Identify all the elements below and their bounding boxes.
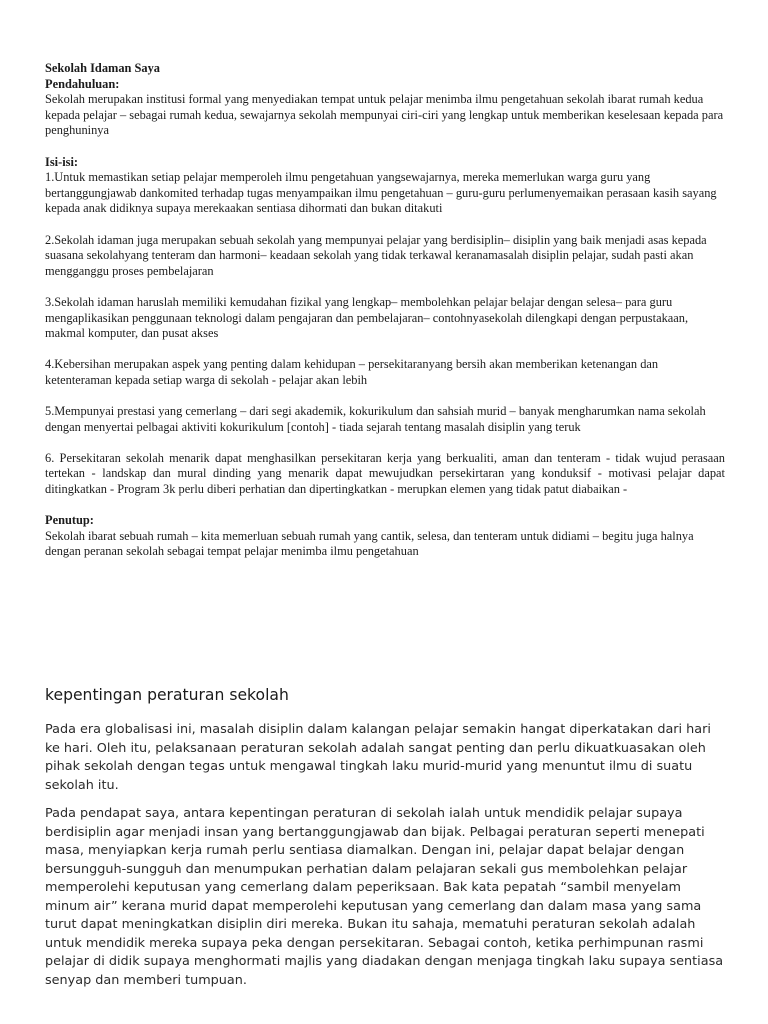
point-6: 6. Persekitaran sekolah menarik dapat menghasilkan persekitaran kerja yang berkualiti, aman dan tenteram - tidak wujud perasaan tertekan - landskap dan mural dinding yang menarik dapat mewujudkan persekirtaran yang konduksif - motivasi pelajar dapat ditingkatkan - Program 3k perlu diberi perhatian dan dipertingkatkan - merupkan elemen yang tidak patut diabaikan -	[45, 450, 725, 497]
point-5: 5.Mempunyai prestasi yang cemerlang – dari segi akademik, kokurikulum dan sahsiah murid – banyak mengharumkan nama sekolah dengan menyertai pelbagai aktiviti kokurikulum [contoh] - tiada sejarah tentang masalah disiplin yang teruk	[45, 404, 706, 434]
article-paragraph-2: Pada pendapat saya, antara kepentingan peraturan di sekolah ialah untuk mendidik pelajar supaya berdisiplin agar menjadi insan yang bertanggungjawab dan bijak. Pelbagai peraturan seperti menepati masa, menyiapkan kerja rumah perlu sentiasa diamalkan. Dengan ini, pelajar dapat belajar dengan bersungguh-sungguh dan menumpukan perhatian dalam pelajaran sekali gus membolehkan pelajar memperolehi keputusan yang cemerlang dalam peperiksaan. Bak kata pepatah “sambil menyelam minum air” kerana murid dapat memperolehi keputusan yang cemerlang dan dalam masa yang sama turut dapat meningkatkan disiplin diri mereka. Bukan itu sahaja, mematuhi peraturan sekolah adalah untuk mendidik mereka supaya peka dengan persekitaran. Sebagai contoh, ketika perhimpunan rasmi pelajar di didik supaya menghormati majlis yang diadakan dengan menjaga tingkah laku supaya sentiasa senyap dan memberi tumpuan.	[45, 806, 724, 988]
point-3: 3.Sekolah idaman haruslah memiliki kemudahan fizikal yang lengkap– membolehkan pelajar belajar dengan selesa– para guru mengaplikasikan penggunaan teknologi dalam pengajaran dan pembelajaran– contohnyasekolah dilengkapi dengan perpustakaan, makmal komputer, dan pusat akses	[45, 294, 689, 341]
body-heading: Isi-isi:	[45, 154, 79, 169]
article-paragraph-1: Pada era globalisasi ini, masalah disiplin dalam kalangan pelajar semakin hangat diperkatakan dari hari ke hari. Oleh itu, pelaksanaan peraturan sekolah adalah sangat penting dan perlu dikuatkuasakan oleh pihak sekolah dengan tegas untuk mengawal tingkah laku murid-murid yang menuntut ilmu di suatu sekolah itu.	[45, 722, 711, 793]
intro-heading: Pendahuluan:	[45, 76, 120, 91]
closing-heading: Penutup:	[45, 513, 94, 528]
closing-paragraph: Sekolah ibarat sebuah rumah – kita memerluan sebuah rumah yang cantik, selesa, dan tenteram untuk didiami – begitu juga halnya dengan peranan sekolah sebagai tempat pelajar menimba ilmu pengetahuan	[45, 528, 694, 559]
essay-section	[45, 61, 725, 560]
article-section	[45, 685, 729, 1000]
essay-title: Sekolah Idaman Saya	[45, 61, 160, 75]
point-2: 2.Sekolah idaman juga merupakan sebuah sekolah yang mempunyai pelajar yang berdisiplin– disiplin yang baik menjadi asas kepada suasana sekolahyang tenteram dan harmoni– keadaan sekolah yang tidak terkawal keranamasalah disiplin pelajar, sudah pasti akan mengganggu proses pembelajaran	[45, 232, 707, 278]
article-title: kepentingan peraturan sekolah	[45, 686, 289, 704]
point-4: 4.Kebersihan merupakan aspek yang penting dalam kehidupan – persekitaranyang bersih akan memberikan ketenangan dan ketenteraman kepada setiap warga di sekolah - pelajar akan lebih	[45, 357, 659, 387]
intro-paragraph: Sekolah merupakan institusi formal yang menyediakan tempat untuk pelajar menimba ilmu pengetahuan sekolah ibarat rumah kedua kepada pelajar – sebagai rumah kedua, sewajarnya sekolah mempunyai ciri-ciri yang lengkap untuk memberikan keselesaan kepada para penghuninya	[45, 92, 724, 138]
point-1: 1.Untuk memastikan setiap pelajar memperoleh ilmu pengetahuan yangsewajarnya, mereka memerlukan warga guru yang bertanggungjawab dankomited terhadap tugas menyampaikan ilmu pengetahuan – guru-guru perlumenyemaikan perasaan kasih sayang kepada anak didiknya supaya merekaakan sentiasa dihormati dan bukan ditakuti	[45, 170, 717, 216]
